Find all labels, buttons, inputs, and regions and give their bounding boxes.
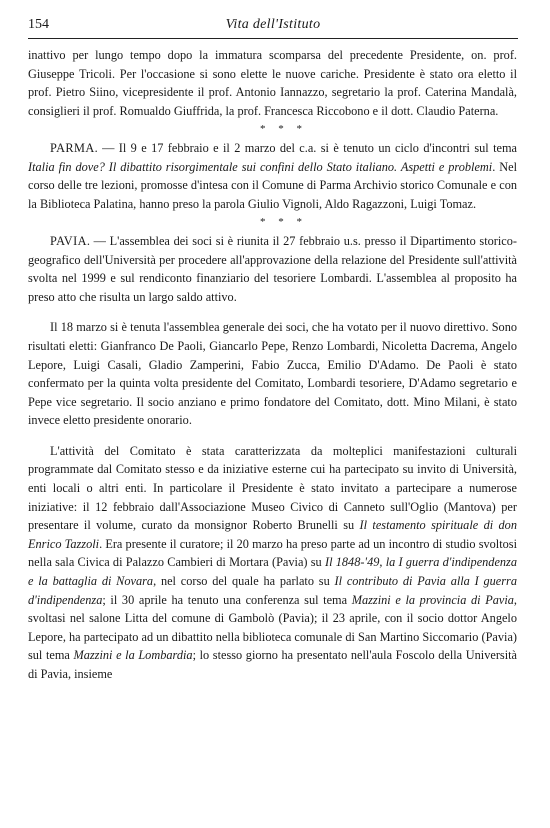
- paragraph-parma: PARMA. — Il 9 e 17 febbraio e il 2 marzo del c.a. si è tenuto un ciclo d'incontri sul tema Italia fin dove? Il dibattito risorgimentale sui confini dello Stato italiano. Aspetti e problemi. Nel corso delle tre lezioni, promosse d'intesa con il Comune di Parma Archivio storico Comunale e con la Biblioteca Palatina, hanno preso la parola Giulio Vignoli, Aldo Ragazzoni, Luigi Tomaz.: [28, 140, 517, 211]
- running-title: Vita dell'Istituto: [225, 17, 321, 32]
- talk-title: Il contributo di Pavia alla I guerra d'indipendenza: [28, 574, 517, 607]
- talk-title: Mazzini e la provincia di Pavia: [351, 592, 514, 607]
- page-number: 154: [28, 17, 49, 32]
- event-title: Italia fin dove? Il dibattito risorgimentale sui confini dello Stato italiano. Aspetti e problemi: [28, 159, 493, 174]
- section-separator: * * *: [260, 123, 307, 136]
- city-heading-pavia: PAVIA: [50, 233, 87, 248]
- event-title: Il 1848-'49, la I guerra d'indipendenza e la battaglia di Novara: [28, 555, 517, 589]
- section-separator: * * *: [260, 216, 307, 229]
- running-header: [28, 16, 518, 39]
- paragraph-continuation: inattivo per lungo tempo dopo la immatura scomparsa del precedente Presidente, on. prof. Giuseppe Tricoli. Per l'occasione si sono elette le nuove cariche. Presidente è stato ora eletto il prof. Pietro Siino, vicepresidente il prof. Antonio Iannazzo, segretario la prof. Caterina Mandalà, consiglieri il prof. Romualdo Giuffrida, la prof. Francesca Riccobono e il dott. Claudio Paterna.: [28, 48, 517, 118]
- city-heading-parma: PARMA: [50, 140, 95, 155]
- book-title: Il testamento spirituale di don Enrico Tazzoli: [28, 518, 517, 551]
- paragraph-pavia-2: Il 18 marzo si è tenuta l'assemblea generale dei soci, che ha votato per il nuovo direttivo. Sono risultati eletti: Gianfranco De Paoli, Giancarlo Pepe, Renzo Lombardi, Nicoletta Dacrema, Angelo Lepore, Luigi Casali, Gladio Zamperini, Fabio Zucca, Emilio D'Adamo. De Paoli è stato confermato per la quinta volta presidente del Comitato, Lombardi tesoriere, D'Adamo segretario e Pepe vice segretario. Il socio anziano e primo fondatore del Comitato, dott. Mino Milani, è stato invece eletto presidente onorario.: [28, 320, 517, 428]
- article-body: [28, 46, 517, 684]
- talk-title: Mazzini e la Lombardia: [73, 648, 193, 663]
- paragraph-pavia-1: PAVIA. — L'assemblea dei soci si è riunita il 27 febbraio u.s. presso il Dipartimento storico-geografico dell'Università per procedere all'approvazione della relazione del Presidente sull'attività svolta nel 1999 e sul rendiconto finanziario del tesoriere Lombardi. L'assemblea al proposito ha preso atto che risulta un largo saldo attivo.: [28, 233, 517, 304]
- paragraph-pavia-3: L'attività del Comitato è stata caratterizzata da molteplici manifestazioni culturali programmate dal Comitato stesso e da iniziative esterne cui ha partecipato su invito di Università, enti locali o altri enti. In particolare il Presidente è stato invitato a partecipare a numerose iniziative: il 12 febbraio dall'Associazione Museo Civico di Canneto sull'Oglio (Mantova) per presentare il volume, curato da monsignor Roberto Brunelli su Il testamento spirituale di don Enrico Tazzoli. Era presente il curatore; il 20 marzo ha preso parte ad un incontro di studio svoltosi nella sala Civica di Palazzo Cambieri di Mortara (Pavia) su Il 1848-'49, la I guerra d'indipendenza e la battaglia di Novara, nel corso del quale ha parlato su Il contributo di Pavia alla I guerra d'indipendenza; il 30 aprile ha tenuto una conferenza sul tema Mazzini e la provincia di Pavia, svoltasi nel salone Litta del comune di Gambolò (Pavia); il 23 aprile, con il socio dottor Angelo Lepore, ha partecipato ad un dibattito nella biblioteca comunale di San Martino Siccomario (Pavia) sul tema Mazzini e la Lombardia; lo stesso giorno ha presentato nell'aula Foscolo della Università di Pavia, insieme: [28, 443, 517, 681]
